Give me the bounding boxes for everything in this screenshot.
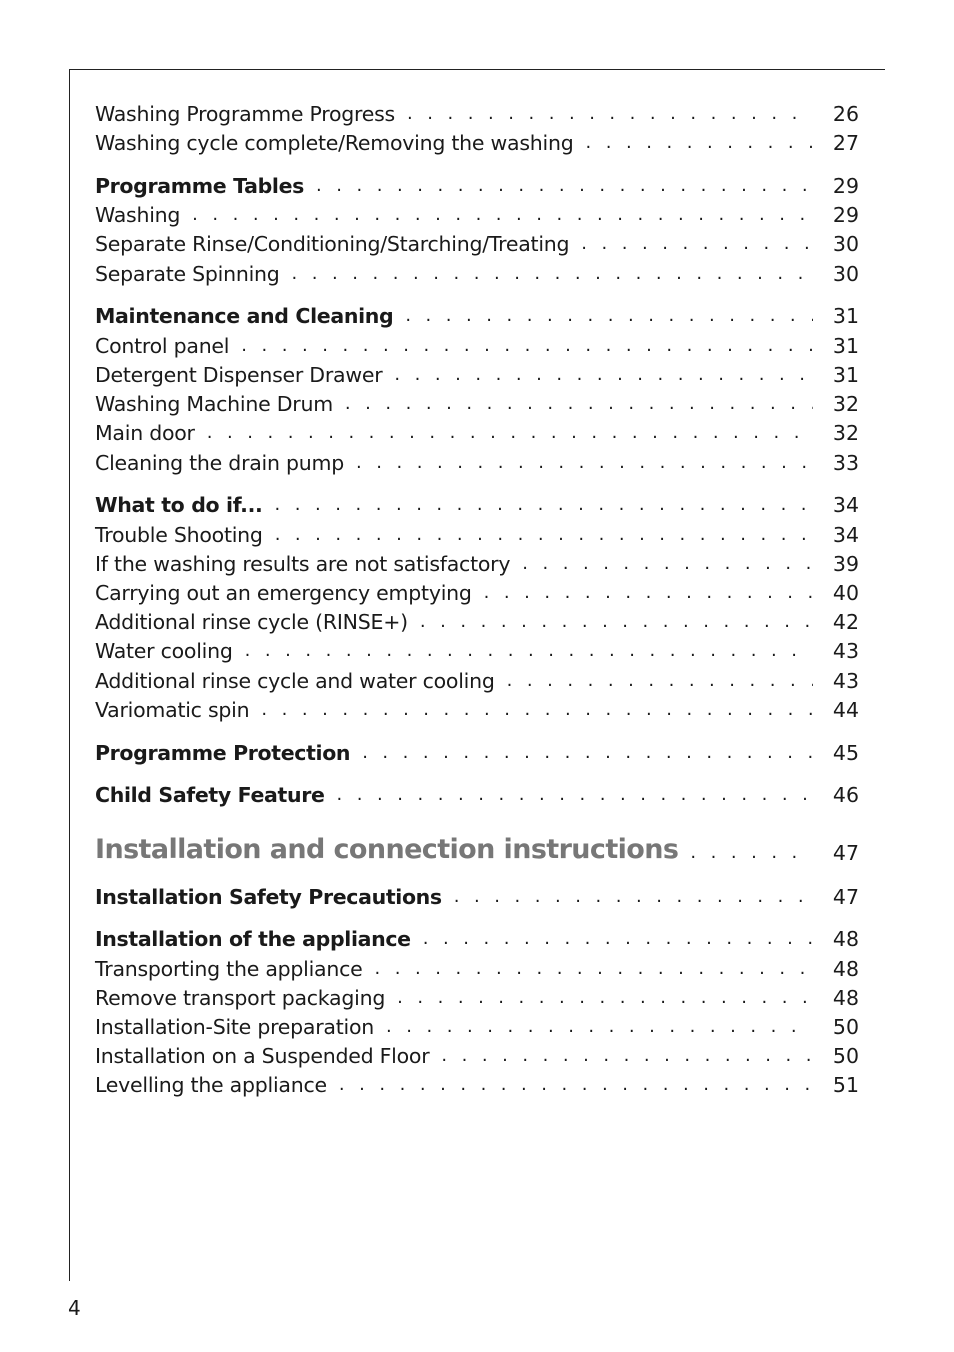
toc-title: Installation Safety Precautions [95,884,442,909]
toc-title: If the washing results are not satisfactory [95,551,511,576]
toc-page: 47 [832,840,859,865]
toc-entry[interactable] [95,1007,859,1037]
toc-title: Additional rinse cycle and water cooling [95,668,495,693]
toc-section-heading[interactable] [95,833,859,863]
toc-title: Separate Spinning [95,261,280,286]
toc-entry[interactable] [95,544,859,574]
toc-page: 50 [832,1014,859,1039]
toc-page: 29 [832,173,859,198]
toc-title: Installation-Site preparation [95,1014,374,1039]
leader-dots [690,844,813,862]
leader-dots [441,1047,813,1065]
toc-title: Maintenance and Cleaning [95,303,394,328]
toc-entry[interactable] [95,195,859,225]
toc-title: Transporting the appliance [95,956,363,981]
toc-entry[interactable] [95,413,859,443]
toc-title: Installation on a Suspended Floor [95,1043,430,1068]
toc-page: 44 [832,697,859,722]
leader-dots [375,960,814,978]
toc-page: 31 [832,362,859,387]
toc-page: 40 [832,580,859,605]
toc-entry[interactable] [95,775,859,805]
toc-page: 29 [832,202,859,227]
leader-dots [420,613,813,631]
toc-entry[interactable] [95,949,859,979]
toc-entry[interactable] [95,94,859,124]
leader-dots [423,930,813,948]
toc-page: 32 [832,420,859,445]
toc-page: 45 [832,740,859,765]
leader-dots [394,366,813,384]
leader-dots [362,744,813,762]
leader-dots [261,701,813,719]
leader-dots [241,337,813,355]
toc-page: 31 [832,303,859,328]
toc-title: Carrying out an emergency emptying [95,580,472,605]
toc-title: Washing Programme Progress [95,101,395,126]
toc-title: Additional rinse cycle (RINSE+) [95,609,408,634]
toc-entry[interactable] [95,296,859,326]
toc-title: Washing cycle complete/Removing the washing [95,130,574,155]
toc-entry[interactable] [95,443,859,473]
toc-entry[interactable] [95,515,859,545]
toc-entry[interactable] [95,978,859,1008]
leader-dots [484,584,813,602]
left-rule [69,69,70,1281]
leader-dots [507,672,813,690]
toc-page: 32 [832,391,859,416]
toc-title: Detergent Dispenser Drawer [95,362,383,387]
toc-page: 26 [832,101,859,126]
toc-entry[interactable] [95,733,859,763]
toc-title: Child Safety Feature [95,782,325,807]
leader-dots [339,1076,813,1094]
toc-entry[interactable] [95,224,859,254]
leader-dots [275,526,813,544]
toc-title: Levelling the appliance [95,1072,327,1097]
toc-entry[interactable] [95,326,859,356]
toc-entry[interactable] [95,602,859,632]
leader-dots [192,206,813,224]
toc-page: 33 [832,450,859,475]
toc-entry[interactable] [95,384,859,414]
leader-dots [292,265,813,283]
toc-page: 47 [832,884,859,909]
leader-dots [522,555,813,573]
toc-entry[interactable] [95,1036,859,1066]
toc-entry[interactable] [95,1065,859,1095]
toc-entry[interactable] [95,254,859,284]
toc-entry[interactable] [95,631,859,661]
toc-page: 34 [832,522,859,547]
toc-page: 30 [832,261,859,286]
toc-page: 30 [832,231,859,256]
toc-entry[interactable] [95,166,859,196]
toc-title: Variomatic spin [95,697,250,722]
toc-entry[interactable] [95,661,859,691]
toc-title: Cleaning the drain pump [95,450,344,475]
toc-entry[interactable] [95,690,859,720]
toc-page: 50 [832,1043,859,1068]
toc-page: 42 [832,609,859,634]
leader-dots [274,496,813,514]
toc-page: 51 [832,1072,859,1097]
toc-entry[interactable] [95,123,859,153]
leader-dots [397,989,813,1007]
page-number: 4 [68,1296,81,1320]
toc-title: Trouble Shooting [95,522,263,547]
toc-title: What to do if... [95,492,263,517]
toc-title: Washing [95,202,181,227]
leader-dots [337,786,813,804]
toc-page: 43 [832,668,859,693]
toc-entry[interactable] [95,485,859,515]
toc-page: 31 [832,333,859,358]
toc-page: 48 [832,956,859,981]
leader-dots [581,235,813,253]
toc-title: Programme Protection [95,740,351,765]
toc-title: Water cooling [95,638,233,663]
toc-page: 39 [832,551,859,576]
toc-title: Control panel [95,333,230,358]
toc-title: Installation and connection instructions [95,834,679,865]
toc-title: Separate Rinse/Conditioning/Starching/Treating [95,231,570,256]
toc-page: 48 [832,985,859,1010]
toc-title: Main door [95,420,195,445]
toc-page: 34 [832,492,859,517]
leader-dots [405,307,813,325]
toc-page: 48 [832,926,859,951]
toc-page: 46 [832,782,859,807]
leader-dots [356,454,813,472]
toc-title: Programme Tables [95,173,304,198]
leader-dots [316,177,813,195]
toc-title: Installation of the appliance [95,926,411,951]
toc-page: 27 [832,130,859,155]
leader-dots [386,1018,813,1036]
leader-dots [585,134,813,152]
toc-entry[interactable] [95,919,859,949]
leader-dots [345,395,813,413]
top-rule [69,69,885,70]
toc-title: Remove transport packaging [95,985,386,1010]
leader-dots [454,888,813,906]
leader-dots [207,424,813,442]
toc-entry[interactable] [95,355,859,385]
toc-title: Washing Machine Drum [95,391,333,416]
toc-entry[interactable] [95,877,859,907]
leader-dots [407,105,813,123]
toc-entry[interactable] [95,573,859,603]
toc-page: 43 [832,638,859,663]
leader-dots [245,642,813,660]
